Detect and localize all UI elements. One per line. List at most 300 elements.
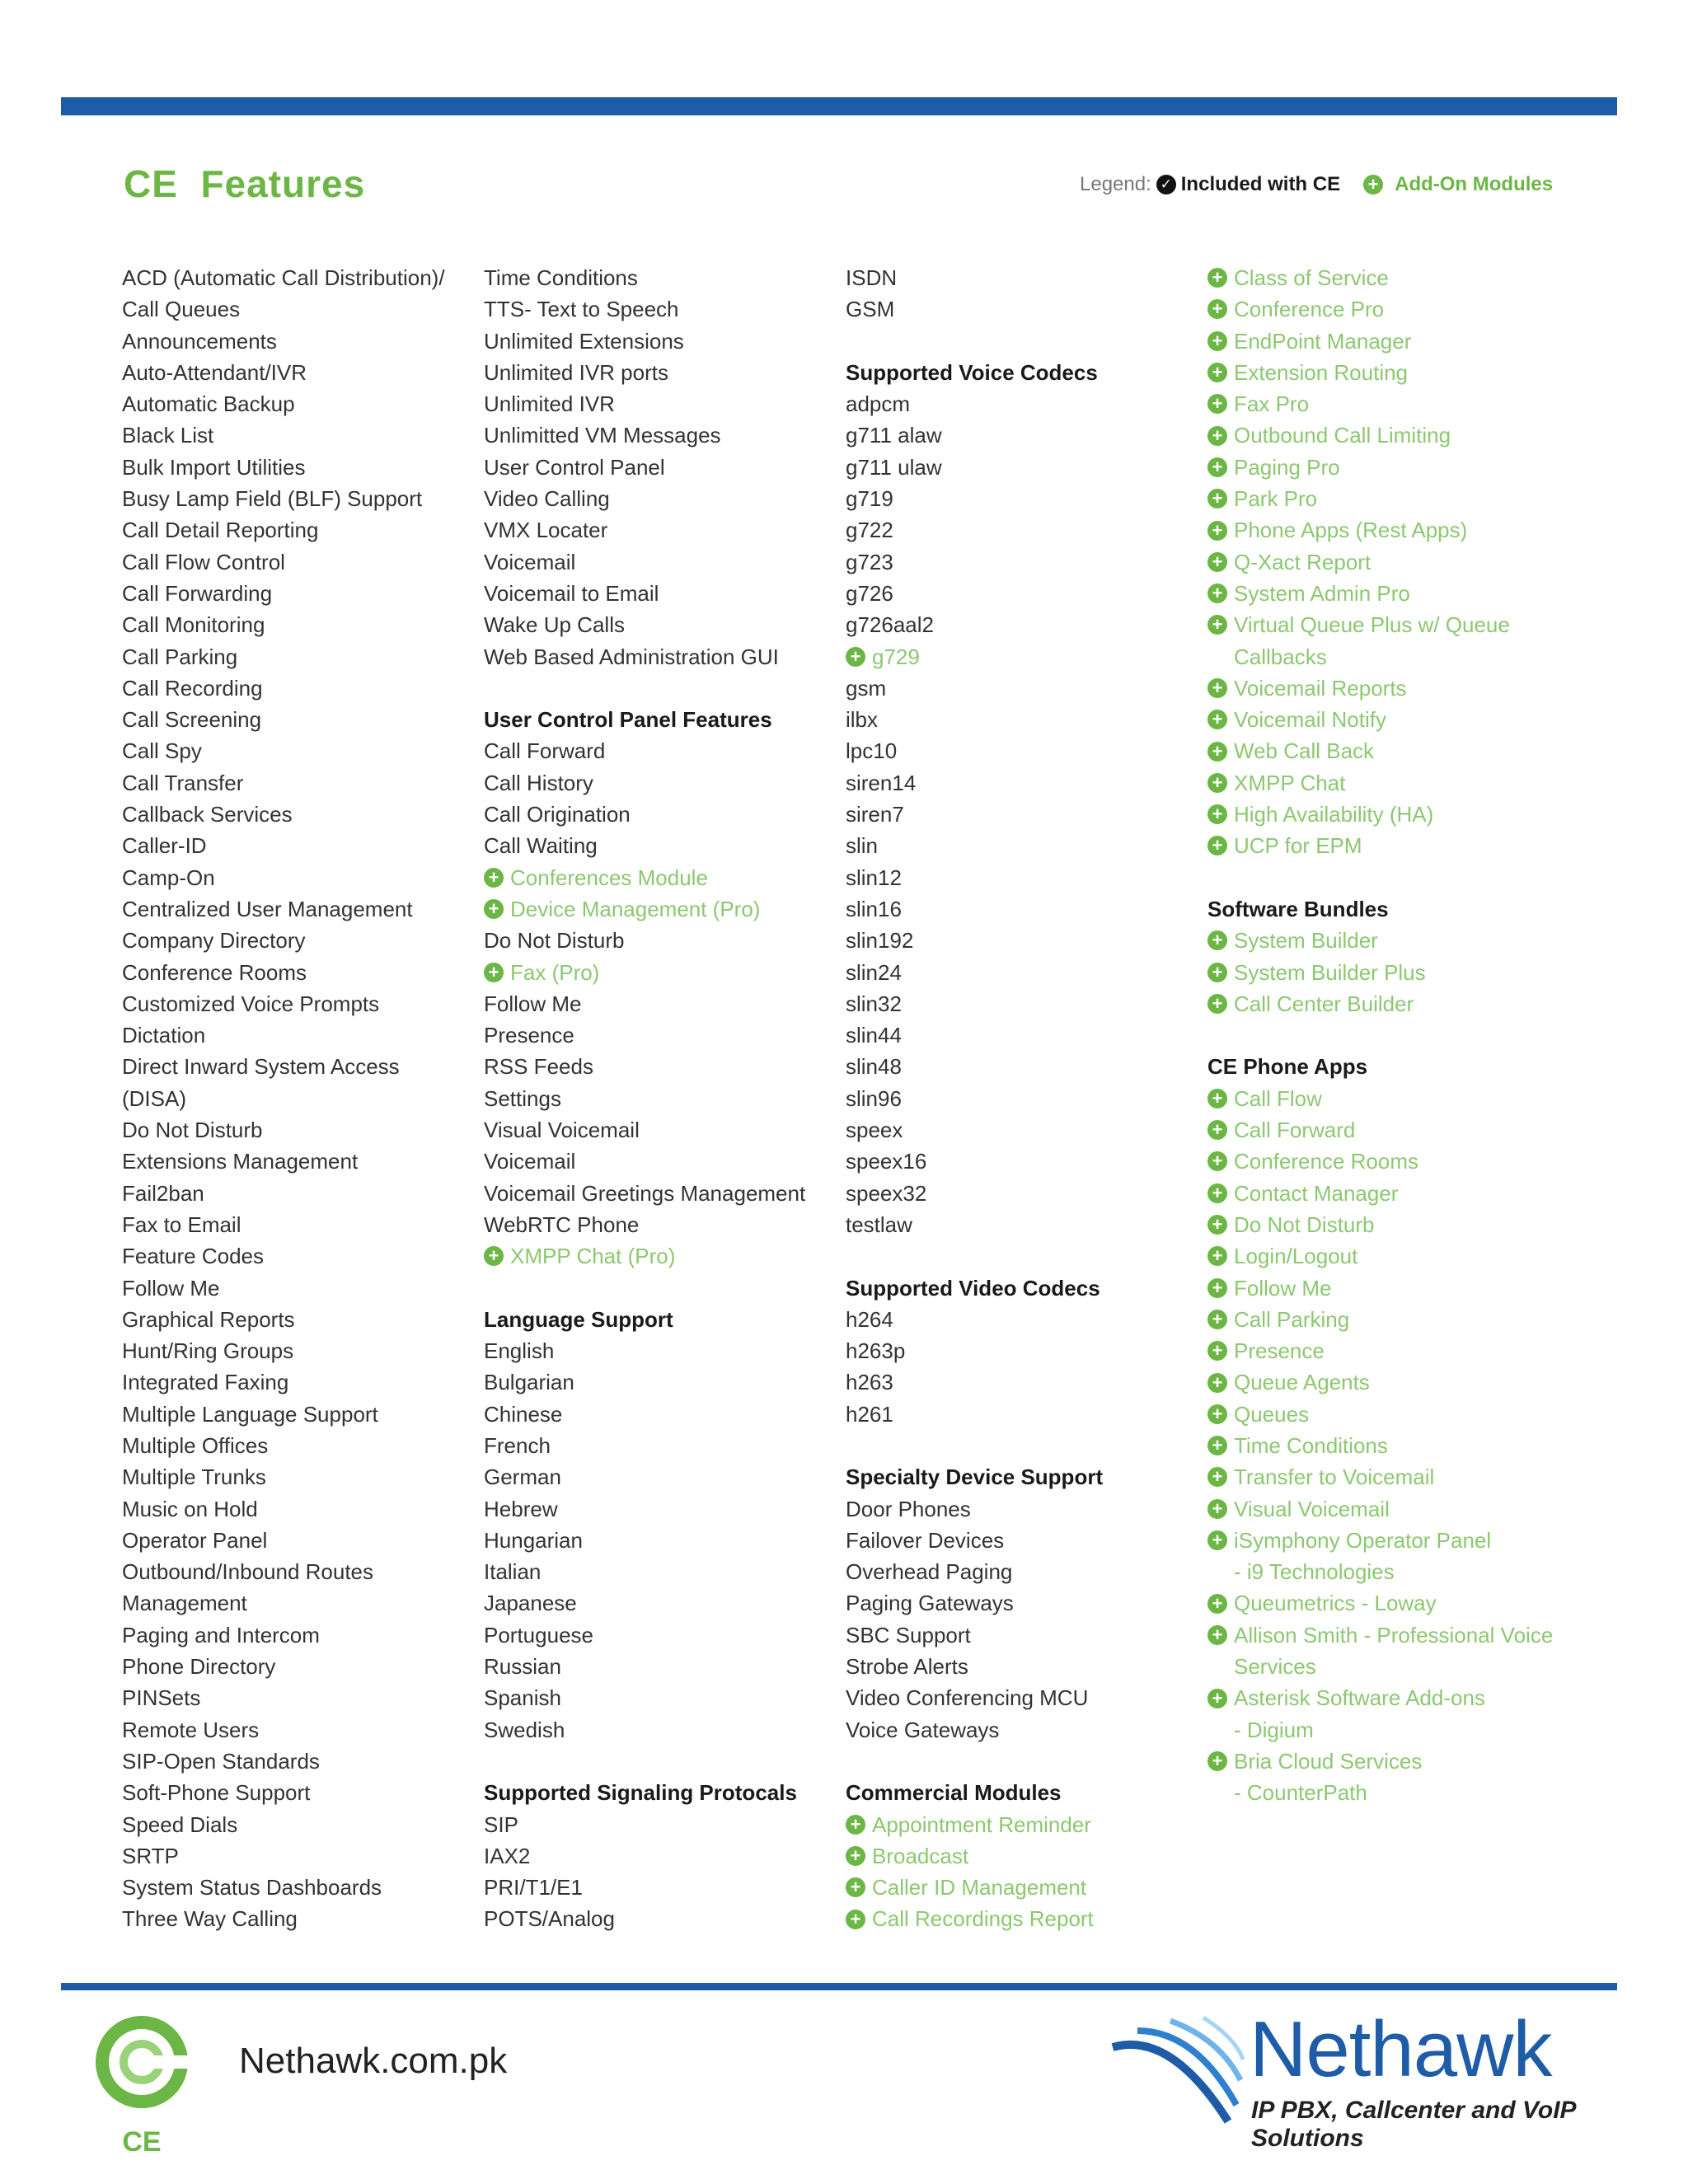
feature-label: Unlimited IVR ports bbox=[484, 359, 668, 385]
plus-circle-icon: + bbox=[1207, 804, 1227, 824]
feature-item bbox=[122, 1619, 445, 1651]
feature-label: speex16 bbox=[846, 1149, 927, 1174]
feature-label: g719 bbox=[846, 486, 893, 512]
feature-item bbox=[122, 1114, 445, 1146]
feature-label: Bulgarian bbox=[484, 1370, 574, 1395]
feature-label: Do Not Disturb bbox=[1234, 1212, 1375, 1237]
feature-item bbox=[846, 1304, 1103, 1335]
feature-label: Visual Voicemail bbox=[1234, 1496, 1390, 1521]
plus-circle-icon: + bbox=[1207, 710, 1227, 729]
feature-label: Call Transfer bbox=[122, 770, 244, 795]
feature-label: Call Forwarding bbox=[122, 580, 273, 606]
legend-label: Legend: bbox=[1080, 173, 1151, 195]
feature-label: User Control Panel Features bbox=[484, 707, 772, 733]
plus-circle-icon: + bbox=[1207, 583, 1227, 603]
section-spacer bbox=[1207, 1019, 1553, 1051]
feature-label: Camp-On bbox=[122, 865, 215, 890]
feature-item bbox=[846, 1083, 1103, 1114]
feature-label: German bbox=[484, 1465, 561, 1490]
feature-label: Queue Agents bbox=[1234, 1370, 1370, 1395]
addon-feature-item bbox=[1207, 262, 1553, 293]
feature-item bbox=[846, 799, 1103, 830]
feature-label: Do Not Disturb bbox=[484, 928, 625, 954]
feature-label: slin12 bbox=[846, 865, 902, 890]
feature-label: h261 bbox=[846, 1401, 893, 1427]
feature-item bbox=[846, 609, 1103, 640]
feature-item bbox=[484, 767, 805, 799]
feature-label: Customized Voice Prompts bbox=[122, 991, 380, 1016]
feature-item bbox=[484, 514, 805, 546]
feature-label: Overhead Paging bbox=[846, 1559, 1013, 1585]
feature-label: Portuguese bbox=[484, 1622, 593, 1647]
ce-logo-text: CE bbox=[122, 2126, 162, 2158]
feature-label: French bbox=[484, 1432, 551, 1458]
feature-label: Announcements bbox=[122, 328, 277, 354]
feature-label: Call Flow Control bbox=[122, 549, 285, 574]
addon-feature-item bbox=[1207, 1556, 1553, 1587]
feature-item bbox=[122, 1746, 445, 1777]
plus-circle-icon: + bbox=[1207, 552, 1227, 572]
addon-feature-item bbox=[1207, 419, 1553, 451]
plus-circle-icon: + bbox=[1207, 1689, 1227, 1708]
feature-item bbox=[484, 546, 805, 578]
feature-item bbox=[122, 1461, 445, 1493]
feature-label: Contact Manager bbox=[1234, 1180, 1399, 1206]
feature-label: System Builder bbox=[1234, 928, 1378, 954]
feature-label: GSM bbox=[846, 297, 895, 322]
feature-label: slin192 bbox=[846, 928, 914, 954]
feature-item bbox=[484, 483, 805, 514]
feature-label: Call History bbox=[484, 770, 593, 795]
feature-label: RSS Feeds bbox=[484, 1054, 593, 1080]
feature-label: Appointment Reminder bbox=[872, 1811, 1091, 1837]
plus-circle-icon: + bbox=[846, 1910, 865, 1929]
feature-label: Spanish bbox=[484, 1685, 561, 1711]
feature-label: CE Phone Apps bbox=[1207, 1054, 1368, 1080]
feature-item bbox=[122, 546, 445, 578]
feature-item bbox=[122, 1872, 445, 1903]
plus-circle-icon: + bbox=[1207, 994, 1227, 1014]
plus-circle-icon: + bbox=[1207, 363, 1227, 382]
feature-label: Callbacks bbox=[1234, 644, 1327, 669]
feature-label: System Status Dashboards bbox=[122, 1875, 382, 1900]
plus-circle-icon: + bbox=[1207, 331, 1227, 351]
section-heading bbox=[484, 1777, 805, 1808]
feature-label: Supported Voice Codecs bbox=[846, 359, 1098, 385]
feature-label: g726aal2 bbox=[846, 612, 934, 638]
feature-item bbox=[122, 925, 445, 956]
feature-item bbox=[122, 419, 445, 451]
feature-label: Commercial Modules bbox=[846, 1780, 1062, 1806]
feature-item bbox=[484, 735, 805, 766]
feature-item bbox=[484, 1587, 805, 1619]
feature-label: siren7 bbox=[846, 802, 904, 827]
plus-circle-icon: + bbox=[846, 1815, 865, 1835]
feature-label: SBC Support bbox=[846, 1622, 971, 1647]
feature-item bbox=[846, 578, 1103, 609]
feature-item bbox=[846, 988, 1103, 1019]
feature-label: Busy Lamp Field (BLF) Support bbox=[122, 486, 423, 512]
feature-item bbox=[122, 1840, 445, 1872]
addon-feature-item bbox=[1207, 388, 1553, 419]
feature-item bbox=[122, 326, 445, 357]
addon-feature-item bbox=[1207, 799, 1553, 830]
feature-label: Speed Dials bbox=[122, 1811, 238, 1837]
plus-circle-icon: + bbox=[1363, 175, 1383, 194]
feature-label: slin44 bbox=[846, 1023, 902, 1048]
feature-item bbox=[122, 1809, 445, 1840]
feature-label: High Availability (HA) bbox=[1234, 802, 1434, 827]
feature-label: h263p bbox=[846, 1338, 906, 1364]
feature-label: PINSets bbox=[122, 1685, 201, 1711]
plus-circle-icon: + bbox=[1207, 1499, 1227, 1519]
feature-label: Call Queues bbox=[122, 297, 241, 322]
feature-label: SRTP bbox=[122, 1843, 179, 1868]
addon-feature-item bbox=[1207, 1682, 1553, 1713]
feature-label: Voicemail to Email bbox=[484, 580, 659, 606]
plus-circle-icon: + bbox=[1207, 268, 1227, 288]
feature-label: Direct Inward System Access bbox=[122, 1054, 400, 1080]
addon-feature-item bbox=[1207, 1335, 1553, 1366]
feature-label: Call Screening bbox=[122, 707, 262, 733]
addon-feature-item bbox=[1207, 483, 1553, 514]
feature-item bbox=[846, 673, 1103, 704]
feature-label: Call Spy bbox=[122, 738, 202, 764]
feature-label: Hebrew bbox=[484, 1496, 558, 1521]
bottom-rule bbox=[61, 1983, 1617, 1990]
plus-circle-icon: + bbox=[1207, 394, 1227, 414]
feature-label: Door Phones bbox=[846, 1496, 971, 1521]
addon-feature-item bbox=[1207, 704, 1553, 735]
feature-label: Swedish bbox=[484, 1717, 565, 1742]
plus-circle-icon: + bbox=[484, 899, 504, 919]
feature-item bbox=[484, 419, 805, 451]
feature-label: testlaw bbox=[846, 1212, 912, 1237]
feature-label: Call Waiting bbox=[484, 833, 598, 859]
feature-item bbox=[484, 326, 805, 357]
feature-label: Unlimited Extensions bbox=[484, 328, 684, 354]
feature-item bbox=[122, 1587, 445, 1619]
section-heading bbox=[846, 357, 1103, 388]
feature-label: g711 alaw bbox=[846, 423, 942, 448]
feature-item bbox=[484, 1083, 805, 1114]
feature-item bbox=[846, 704, 1103, 735]
feature-item bbox=[484, 578, 805, 609]
section-spacer bbox=[484, 1272, 805, 1304]
plus-circle-icon: + bbox=[1207, 1594, 1227, 1614]
feature-item bbox=[846, 546, 1103, 578]
feature-label: Wake Up Calls bbox=[484, 612, 625, 638]
feature-item bbox=[484, 1335, 805, 1366]
addon-feature-item bbox=[1207, 546, 1553, 578]
brand-tagline: IP PBX, Callcenter and VoIP Solutions bbox=[1251, 2097, 1576, 2152]
feature-label: Web Call Back bbox=[1234, 738, 1375, 764]
feature-item bbox=[122, 357, 445, 388]
feature-label: slin24 bbox=[846, 959, 902, 985]
section-spacer bbox=[1207, 862, 1553, 893]
section-heading bbox=[484, 704, 805, 735]
plus-circle-icon: + bbox=[1207, 930, 1227, 950]
feature-label: Call Detail Reporting bbox=[122, 518, 319, 543]
feature-label: Fax Pro bbox=[1234, 391, 1310, 417]
addon-feature-item bbox=[1207, 1209, 1553, 1240]
feature-item bbox=[122, 1493, 445, 1525]
feature-item bbox=[122, 1083, 445, 1114]
feature-label: adpcm bbox=[846, 391, 911, 417]
addon-feature-item bbox=[1207, 1525, 1553, 1556]
feature-label: Italian bbox=[484, 1559, 542, 1585]
feature-label: Conference Rooms bbox=[1234, 1149, 1418, 1174]
feature-item bbox=[484, 293, 805, 325]
feature-label: iSymphony Operator Panel bbox=[1234, 1527, 1492, 1553]
plus-circle-icon: + bbox=[1207, 426, 1227, 446]
feature-label: Multiple Offices bbox=[122, 1432, 269, 1458]
feature-item bbox=[484, 641, 805, 673]
feature-label: Extension Routing bbox=[1234, 359, 1409, 385]
feature-item bbox=[484, 1209, 805, 1240]
feature-label: IAX2 bbox=[484, 1843, 531, 1868]
feature-label: Settings bbox=[484, 1085, 561, 1111]
plus-circle-icon: + bbox=[1207, 1404, 1227, 1424]
feature-column-4 bbox=[1207, 262, 1553, 1809]
addon-feature-item bbox=[1207, 1746, 1553, 1777]
feature-label: Presence bbox=[484, 1023, 574, 1048]
section-spacer bbox=[846, 326, 1103, 357]
feature-label: UCP for EPM bbox=[1234, 833, 1362, 859]
feature-item bbox=[484, 1430, 805, 1461]
feature-label: h264 bbox=[846, 1306, 893, 1332]
addon-feature-item bbox=[1207, 1714, 1553, 1746]
feature-label: Outbound/Inbound Routes bbox=[122, 1559, 374, 1585]
feature-label: POTS/Analog bbox=[484, 1906, 615, 1932]
addon-feature-item bbox=[1207, 1399, 1553, 1430]
feature-label: English bbox=[484, 1338, 555, 1364]
feature-label: Bria Cloud Services bbox=[1234, 1748, 1423, 1774]
feature-item bbox=[846, 1682, 1103, 1713]
feature-item bbox=[846, 1209, 1103, 1240]
feature-item bbox=[846, 1146, 1103, 1177]
feature-item bbox=[122, 1682, 445, 1713]
feature-item bbox=[122, 1556, 445, 1587]
feature-label: ACD (Automatic Call Distribution)/ bbox=[122, 265, 445, 290]
addon-feature-item bbox=[1207, 1272, 1553, 1304]
feature-item bbox=[846, 452, 1103, 483]
feature-label: Allison Smith - Professional Voice bbox=[1234, 1622, 1554, 1647]
feature-label: Call Flow bbox=[1234, 1085, 1322, 1111]
feature-item bbox=[846, 1399, 1103, 1430]
feature-item bbox=[122, 1178, 445, 1209]
feature-label: Supported Video Codecs bbox=[846, 1275, 1100, 1301]
feature-item bbox=[484, 1682, 805, 1713]
feature-label: Do Not Disturb bbox=[122, 1118, 263, 1143]
feature-item bbox=[846, 1556, 1103, 1587]
feature-item bbox=[122, 1335, 445, 1366]
feature-item bbox=[846, 830, 1103, 861]
feature-label: Black List bbox=[122, 423, 214, 448]
feature-label: System Builder Plus bbox=[1234, 959, 1426, 985]
feature-item bbox=[122, 1051, 445, 1082]
brand-name: Nethawk bbox=[1250, 2005, 1552, 2093]
plus-circle-icon: + bbox=[1207, 963, 1227, 982]
feature-item bbox=[846, 957, 1103, 988]
feature-label: Asterisk Software Add-ons bbox=[1234, 1685, 1485, 1711]
feature-label: Fax (Pro) bbox=[510, 959, 600, 985]
feature-label: slin32 bbox=[846, 991, 902, 1016]
feature-item bbox=[484, 988, 805, 1019]
feature-label: Paging Gateways bbox=[846, 1591, 1014, 1616]
plus-circle-icon: + bbox=[1207, 678, 1227, 698]
feature-label: WebRTC Phone bbox=[484, 1212, 640, 1237]
feature-label: Language Support bbox=[484, 1306, 673, 1332]
feature-item bbox=[484, 1651, 805, 1682]
feature-label: g726 bbox=[846, 580, 893, 606]
feature-item bbox=[484, 1809, 805, 1840]
feature-label: Call Forward bbox=[484, 738, 606, 764]
feature-label: slin16 bbox=[846, 896, 902, 921]
check-circle-icon: ✓ bbox=[1156, 175, 1176, 194]
addon-feature-item bbox=[1207, 326, 1553, 357]
feature-item bbox=[846, 1587, 1103, 1619]
feature-item bbox=[846, 1714, 1103, 1746]
plus-circle-icon: + bbox=[1207, 299, 1227, 319]
feature-label: Paging Pro bbox=[1234, 454, 1340, 480]
section-heading bbox=[846, 1461, 1103, 1493]
feature-label: Auto-Attendant/IVR bbox=[122, 359, 307, 385]
plus-circle-icon: + bbox=[484, 963, 504, 982]
feature-item bbox=[122, 1366, 445, 1398]
plus-circle-icon: + bbox=[1207, 1341, 1227, 1361]
addon-feature-item bbox=[484, 957, 805, 988]
feature-item bbox=[484, 452, 805, 483]
feature-label: Voice Gateways bbox=[846, 1717, 1000, 1742]
addon-feature-item bbox=[846, 1903, 1103, 1934]
addon-feature-item bbox=[484, 893, 805, 925]
feature-label: Three Way Calling bbox=[122, 1906, 298, 1932]
plus-circle-icon: + bbox=[1207, 773, 1227, 793]
feature-item bbox=[122, 862, 445, 893]
feature-label: g711 ulaw bbox=[846, 454, 942, 480]
feature-label: Japanese bbox=[484, 1591, 577, 1616]
feature-label: Call Recording bbox=[122, 675, 263, 701]
feature-item bbox=[484, 1714, 805, 1746]
section-heading bbox=[1207, 893, 1553, 925]
plus-circle-icon: + bbox=[1207, 1625, 1227, 1645]
feature-item bbox=[846, 1493, 1103, 1525]
feature-item bbox=[484, 799, 805, 830]
feature-item bbox=[846, 1619, 1103, 1651]
feature-label: PRI/T1/E1 bbox=[484, 1875, 583, 1900]
feature-label: XMPP Chat bbox=[1234, 770, 1346, 795]
feature-item bbox=[122, 388, 445, 419]
feature-item bbox=[484, 1461, 805, 1493]
plus-circle-icon: + bbox=[1207, 1751, 1227, 1771]
feature-label: siren14 bbox=[846, 770, 917, 795]
addon-feature-item bbox=[1207, 988, 1553, 1019]
addon-feature-item bbox=[1207, 1777, 1553, 1808]
feature-item bbox=[846, 293, 1103, 325]
feature-label: Remote Users bbox=[122, 1717, 260, 1742]
feature-label: Management bbox=[122, 1591, 247, 1616]
feature-label: slin bbox=[846, 833, 879, 859]
addon-feature-item bbox=[846, 1872, 1103, 1903]
plus-circle-icon: + bbox=[1207, 836, 1227, 855]
feature-label: Unlimited IVR bbox=[484, 391, 615, 417]
addon-feature-item bbox=[1207, 957, 1553, 988]
feature-item bbox=[122, 799, 445, 830]
plus-circle-icon: + bbox=[1207, 1310, 1227, 1329]
addon-feature-item bbox=[1207, 609, 1553, 640]
feature-label: Follow Me bbox=[484, 991, 582, 1016]
feature-item bbox=[122, 293, 445, 325]
feature-label: Caller-ID bbox=[122, 833, 207, 859]
feature-label: Device Management (Pro) bbox=[510, 896, 761, 921]
feature-item bbox=[484, 1525, 805, 1556]
feature-item bbox=[122, 483, 445, 514]
feature-label: Phone Apps (Rest Apps) bbox=[1234, 518, 1468, 543]
feature-item bbox=[846, 1178, 1103, 1209]
feature-label: Broadcast bbox=[872, 1843, 969, 1868]
feature-label: Dictation bbox=[122, 1023, 206, 1048]
legend bbox=[1080, 173, 1553, 196]
feature-item bbox=[846, 483, 1103, 514]
feature-item bbox=[846, 735, 1103, 766]
section-heading bbox=[484, 1304, 805, 1335]
feature-item bbox=[484, 1872, 805, 1903]
addon-feature-item bbox=[1207, 1493, 1553, 1525]
feature-label: Virtual Queue Plus w/ Queue bbox=[1234, 612, 1510, 638]
addon-feature-item bbox=[1207, 1619, 1553, 1651]
feature-item bbox=[484, 1619, 805, 1651]
feature-label: Conference Pro bbox=[1234, 297, 1385, 322]
feature-label: Soft-Phone Support bbox=[122, 1780, 311, 1806]
feature-column-2 bbox=[484, 262, 805, 1935]
feature-item bbox=[122, 262, 445, 293]
addon-feature-item bbox=[1207, 925, 1553, 956]
feature-label: Q-Xact Report bbox=[1234, 549, 1372, 574]
feature-label: Follow Me bbox=[122, 1275, 220, 1301]
feature-label: Call Origination bbox=[484, 802, 631, 827]
plus-circle-icon: + bbox=[1207, 1183, 1227, 1203]
feature-label: TTS- Text to Speech bbox=[484, 297, 679, 322]
plus-circle-icon: + bbox=[1207, 489, 1227, 509]
addon-feature-item bbox=[1207, 735, 1553, 766]
addon-feature-item bbox=[1207, 1178, 1553, 1209]
addon-feature-item bbox=[1207, 452, 1553, 483]
feature-label: ISDN bbox=[846, 265, 898, 290]
feature-label: Video Calling bbox=[484, 486, 610, 512]
feature-label: Callback Services bbox=[122, 802, 293, 827]
feature-label: Call Parking bbox=[122, 644, 238, 669]
feature-label: Voicemail Greetings Management bbox=[484, 1180, 806, 1206]
feature-item bbox=[846, 262, 1103, 293]
section-spacer bbox=[846, 1240, 1103, 1272]
plus-circle-icon: + bbox=[846, 647, 865, 667]
feature-label: Voicemail bbox=[484, 549, 576, 574]
legend-addon: Add-On Modules bbox=[1395, 173, 1554, 195]
feature-item bbox=[122, 1209, 445, 1240]
feature-label: Extensions Management bbox=[122, 1149, 359, 1174]
feature-label: Strobe Alerts bbox=[846, 1654, 968, 1680]
plus-circle-icon: + bbox=[1207, 1246, 1227, 1266]
feature-label: Supported Signaling Protocals bbox=[484, 1780, 797, 1806]
plus-circle-icon: + bbox=[1207, 742, 1227, 762]
addon-feature-item bbox=[1207, 357, 1553, 388]
feature-label: g722 bbox=[846, 518, 893, 543]
feature-label: h263 bbox=[846, 1370, 893, 1395]
feature-label: Presence bbox=[1234, 1338, 1325, 1364]
addon-feature-item bbox=[1207, 830, 1553, 861]
feature-item bbox=[122, 514, 445, 546]
